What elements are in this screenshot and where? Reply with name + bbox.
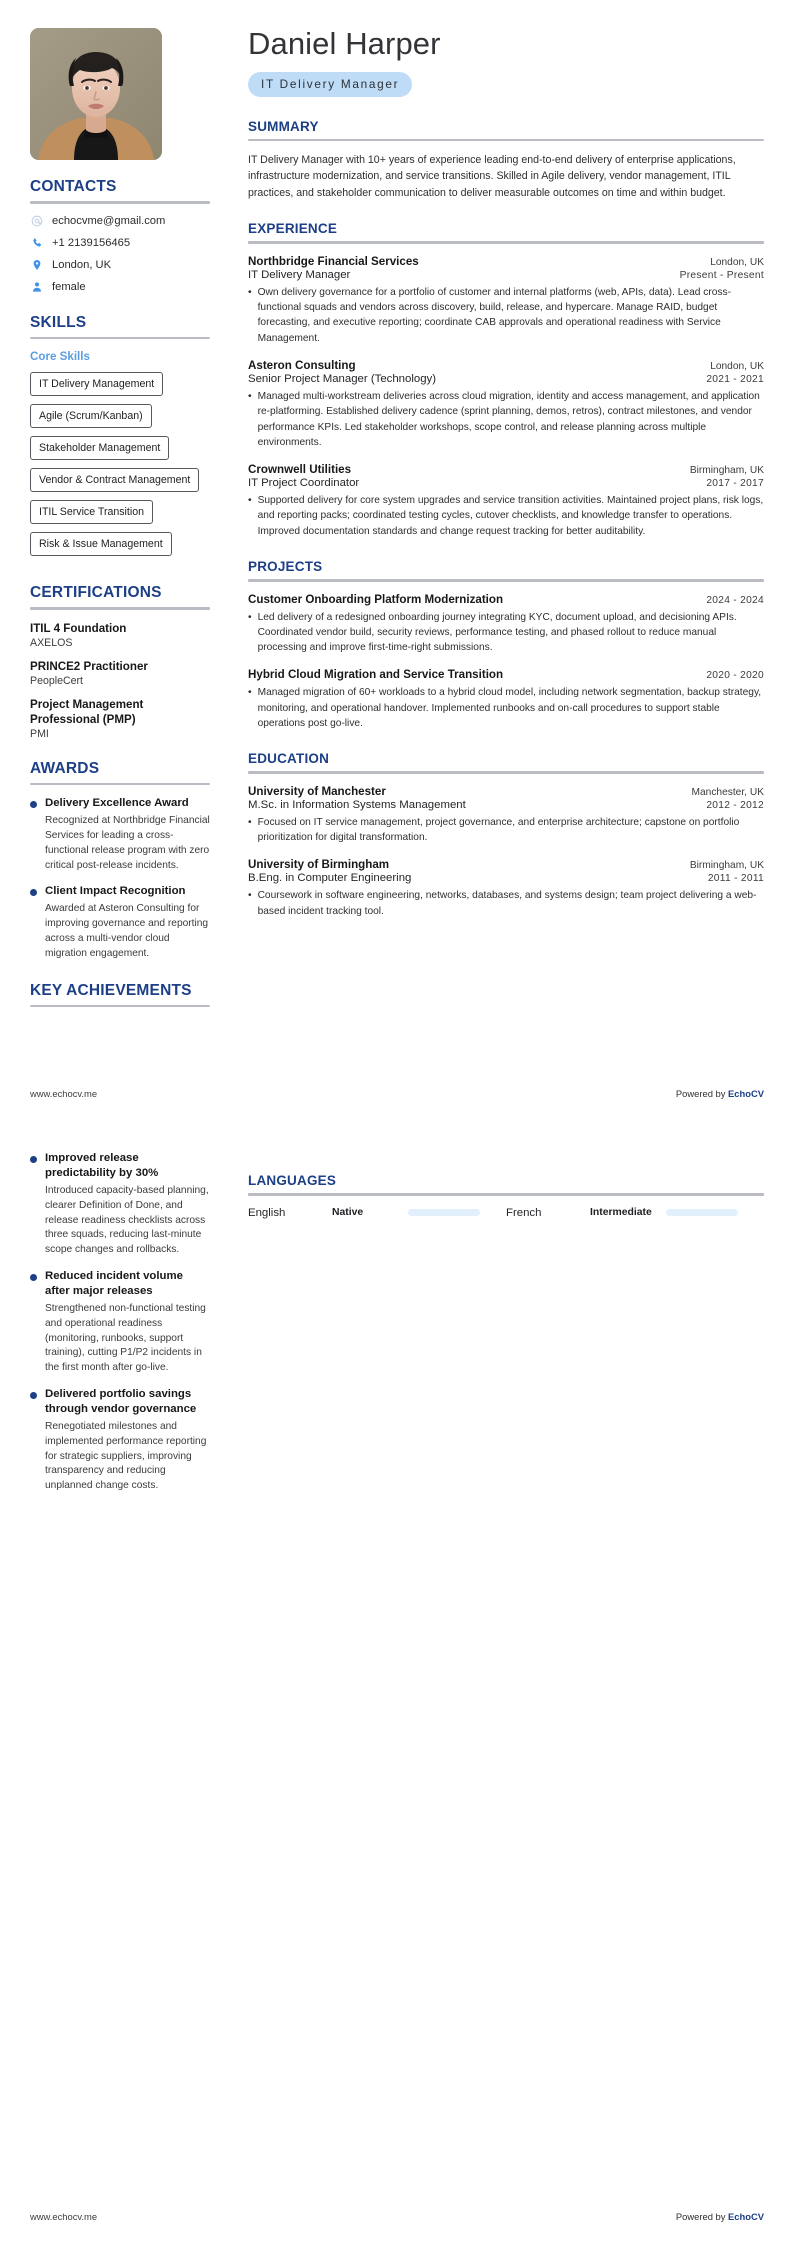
certifications-section (30, 584, 210, 740)
divider (248, 241, 764, 244)
certification-name: ITIL 4 Foundation (30, 621, 127, 635)
achievement-title: Delivered portfolio savings through vendor governance (45, 1388, 197, 1416)
experience-heading: EXPERIENCE (248, 221, 338, 237)
achievement-item (30, 1151, 210, 1258)
skills-subheading: Core Skills (30, 350, 90, 363)
certification-item (30, 697, 210, 740)
experience-bullet (248, 493, 764, 539)
gender-icon (30, 281, 43, 294)
bullet-icon: • (248, 890, 252, 902)
education-location: Birmingham, UK (689, 860, 764, 872)
skill-chip[interactable]: IT Delivery Management (30, 372, 163, 396)
divider (30, 337, 210, 340)
contacts-heading: CONTACTS (30, 178, 117, 195)
experience-org: Northbridge Financial Services (248, 254, 419, 268)
experience-item (248, 255, 764, 346)
project-dates: 2020 - 2020 (706, 670, 764, 682)
contact-location[interactable] (30, 259, 210, 272)
contact-phone[interactable] (30, 237, 210, 250)
education-degree: M.Sc. in Information Systems Management (248, 798, 466, 811)
education-bullet-text: Focused on IT service management, project governance, and enterprise architecture; capstone on portfolio prioritization for digital transformation. (257, 816, 740, 844)
experience-org: Crownwell Utilities (248, 463, 352, 477)
skill-chip[interactable]: Stakeholder Management (30, 436, 169, 460)
certification-item (30, 659, 210, 687)
skills-section (30, 314, 210, 565)
divider (30, 1005, 210, 1008)
education-bullet-text: Coursework in software engineering, networks, databases, and systems design; team project delivering a web-based incident tracking tool. (257, 890, 757, 917)
contact-email[interactable] (30, 215, 210, 228)
project-dates: 2024 - 2024 (706, 594, 764, 606)
skill-list (30, 372, 210, 564)
achievement-item (30, 1269, 210, 1376)
resume-header (248, 28, 764, 97)
education-location: Manchester, UK (691, 786, 764, 798)
experience-section (248, 221, 764, 539)
contacts-section (30, 178, 210, 294)
key-achievements-section (30, 982, 210, 1008)
project-bullet-text: Led delivery of a redesigned onboarding journey integrating KYC, document upload, and decisioning APIs. Coordinated vendor build, security reviews, performance testing, and phased rollout to reduce manual processing and improve first-time-right submissions. (257, 611, 737, 654)
language-proficiency-bar (666, 1209, 738, 1216)
divider (30, 783, 210, 786)
bullet-icon: • (248, 611, 252, 623)
award-item (30, 796, 210, 873)
award-description: Awarded at Asteron Consulting for improving governance and reporting across a multi-vendor cloud migration engagement. (45, 903, 209, 959)
avatar (30, 28, 162, 160)
certification-org: PeopleCert (30, 674, 83, 687)
summary-section (248, 119, 764, 202)
project-bullet (248, 685, 764, 731)
project-item (248, 668, 764, 731)
page-footer (30, 1088, 764, 1099)
education-dates: 2012 - 2012 (706, 799, 764, 811)
footer-powered-by (676, 1088, 764, 1099)
certifications-heading: CERTIFICATIONS (30, 584, 162, 601)
project-name: Customer Onboarding Platform Modernization (248, 592, 504, 606)
skill-chip[interactable]: Agile (Scrum/Kanban) (30, 404, 152, 428)
education-bullet (248, 815, 764, 846)
footer-site[interactable]: www.echocv.me (30, 2211, 98, 2222)
bullet-icon: • (248, 286, 252, 298)
award-description: Recognized at Northbridge Financial Services for leading a cross-functional release program with zero critical post-release incidents. (45, 815, 210, 871)
footer-powered-prefix: Powered by (675, 1088, 729, 1099)
contact-location-value: London, UK (52, 259, 112, 271)
experience-dates: 2017 - 2017 (706, 478, 764, 490)
language-level: Intermediate (590, 1207, 652, 1218)
experience-bullet-text: Supported delivery for core system upgrades and service transition activities. Maintained project plans, risk logs, and reporting packs; coordinated testing cycles, cutover checklists, and knowledge transfer to operations. Improved documentation standards and change request tracking for better auditability. (257, 495, 764, 537)
page-title: Daniel Harper (248, 26, 441, 61)
education-section (248, 751, 764, 919)
bullet-dot-icon (30, 1156, 37, 1163)
experience-bullet-text: Managed multi-workstream deliveries across cloud migration, identity and access management, and application re-platforming. Established delivery cadence (sprint planning, demos, retros), contract milestones, and vendor performance KPIs. Led stakeholder workshops, scope control, and release planning across multiple environments. (257, 390, 760, 448)
contact-email-value: echocvme@gmail.com (52, 215, 166, 227)
experience-dates: 2021 - 2021 (706, 373, 764, 385)
language-list (248, 1207, 764, 1219)
certification-org: PMI (30, 727, 49, 740)
experience-role: Senior Project Manager (Technology) (248, 372, 437, 385)
main-content-page-2 (226, 1151, 764, 2246)
headshot-photo (30, 28, 162, 160)
phone-icon (30, 237, 43, 250)
experience-bullet (248, 389, 764, 450)
experience-location: London, UK (710, 360, 764, 372)
skill-chip[interactable]: Vendor & Contract Management (30, 468, 199, 492)
location-icon (30, 259, 43, 272)
bullet-icon: • (248, 390, 252, 402)
main-content (226, 28, 764, 1123)
awards-section (30, 760, 210, 962)
email-icon (30, 215, 43, 228)
divider (30, 201, 210, 204)
certification-name: Project Management Professional (PMP) (30, 697, 144, 726)
bullet-icon: • (248, 816, 252, 828)
bullet-icon: • (248, 687, 252, 699)
divider (248, 579, 764, 582)
experience-item (248, 359, 764, 450)
project-bullet (248, 610, 764, 656)
languages-section (248, 1173, 764, 1219)
achievement-title: Improved release predictability by 30% (45, 1152, 159, 1180)
key-achievements-heading: KEY ACHIEVEMENTS (30, 981, 192, 999)
achievement-description: Renegotiated milestones and implemented performance reporting for strategic suppliers, improving transparency and reducing unplanned change costs. (45, 1421, 207, 1492)
summary-text: IT Delivery Manager with 10+ years of experience leading end-to-end delivery of enterprise applications, infrastructure modernization, and service transitions. Skilled in Agile delivery, vendor management, ITIL practices, and stakeholder communication to deliver measurable outcomes on time and within budget. (248, 154, 736, 199)
education-org: University of Birmingham (248, 858, 390, 872)
experience-dates: Present - Present (679, 269, 764, 281)
experience-location: Birmingham, UK (689, 465, 764, 477)
award-title: Client Impact Recognition (45, 885, 186, 898)
language-name: English (248, 1206, 286, 1219)
experience-role: IT Project Coordinator (248, 477, 360, 490)
projects-heading: PROJECTS (248, 559, 323, 575)
experience-org: Asteron Consulting (248, 358, 356, 372)
experience-role: IT Delivery Manager (248, 268, 351, 281)
bullet-dot-icon (30, 1274, 37, 1281)
awards-heading: AWARDS (30, 759, 100, 777)
language-proficiency-bar (408, 1209, 480, 1216)
experience-bullet-text: Own delivery governance for a portfolio of customer and internal platforms (web, APIs, data). Lead cross-functional squads and vendors across discovery, build, release, and hypercare. Manage RAID, budget forecasting, and executive reporting; coordinate CAB approvals and operational readiness with Service Management. (257, 286, 731, 344)
achievement-title: Reduced incident volume after major releases (45, 1270, 183, 1298)
resume-page-2 (0, 1123, 794, 2246)
certification-name: PRINCE2 Practitioner (30, 659, 148, 673)
contact-gender[interactable] (30, 281, 210, 294)
achievement-description: Introduced capacity-based planning, clearer Definition of Done, and release readiness checklists across three squads, reducing last-minute scope changes and rollbacks. (45, 1185, 209, 1256)
contact-phone-value: +1 2139156465 (52, 237, 131, 249)
footer-powered-by (676, 2211, 764, 2222)
achievement-item (30, 1387, 210, 1494)
language-level: Native (332, 1207, 364, 1218)
language-name: French (506, 1206, 542, 1219)
award-title: Delivery Excellence Award (45, 797, 189, 810)
contact-gender-value: female (52, 281, 86, 293)
skill-chip[interactable]: ITIL Service Transition (30, 500, 153, 524)
education-item (248, 785, 764, 846)
education-bullet (248, 888, 764, 919)
bullet-icon: • (248, 495, 252, 507)
divider (30, 607, 210, 610)
projects-section (248, 559, 764, 731)
experience-item (248, 463, 764, 539)
footer-brand: EchoCV (728, 2211, 764, 2222)
footer-brand: EchoCV (728, 1088, 764, 1099)
education-org: University of Manchester (248, 784, 386, 798)
job-title-badge: IT Delivery Manager (248, 72, 412, 97)
footer-site[interactable]: www.echocv.me (30, 1088, 98, 1099)
education-item (248, 858, 764, 919)
education-heading: EDUCATION (248, 751, 330, 767)
divider (248, 1193, 764, 1196)
divider (248, 771, 764, 774)
languages-heading: LANGUAGES (248, 1173, 337, 1188)
project-bullet-text: Managed migration of 60+ workloads to a hybrid cloud model, including network segmentation, backup strategy, monitoring, and operational handover. Implemented runbooks and on-call procedures to support stable operations post go-live. (257, 687, 762, 730)
skills-heading: SKILLS (30, 313, 87, 331)
footer-powered-prefix: Powered by (675, 2211, 729, 2222)
education-degree: B.Eng. in Computer Engineering (248, 872, 412, 885)
skill-chip[interactable]: Risk & Issue Management (30, 532, 172, 556)
project-name: Hybrid Cloud Migration and Service Transition (248, 668, 504, 682)
divider (248, 139, 764, 142)
sidebar-page-2 (30, 1151, 226, 2246)
bullet-dot-icon (30, 1392, 37, 1399)
bullet-dot-icon (30, 801, 37, 808)
award-item (30, 884, 210, 961)
summary-heading: SUMMARY (248, 118, 319, 134)
sidebar (30, 28, 226, 1123)
bullet-dot-icon (30, 889, 37, 896)
page-footer (30, 2211, 764, 2222)
certification-org: AXELOS (30, 636, 73, 649)
experience-location: London, UK (710, 256, 764, 268)
education-dates: 2011 - 2011 (707, 873, 764, 885)
project-item (248, 593, 764, 656)
achievement-description: Strengthened non-functional testing and operational readiness (monitoring, runbooks, support training), cutting P1/P2 incidents in the first month after go-live. (45, 1303, 206, 1374)
certification-item (30, 621, 210, 649)
experience-bullet (248, 285, 764, 346)
